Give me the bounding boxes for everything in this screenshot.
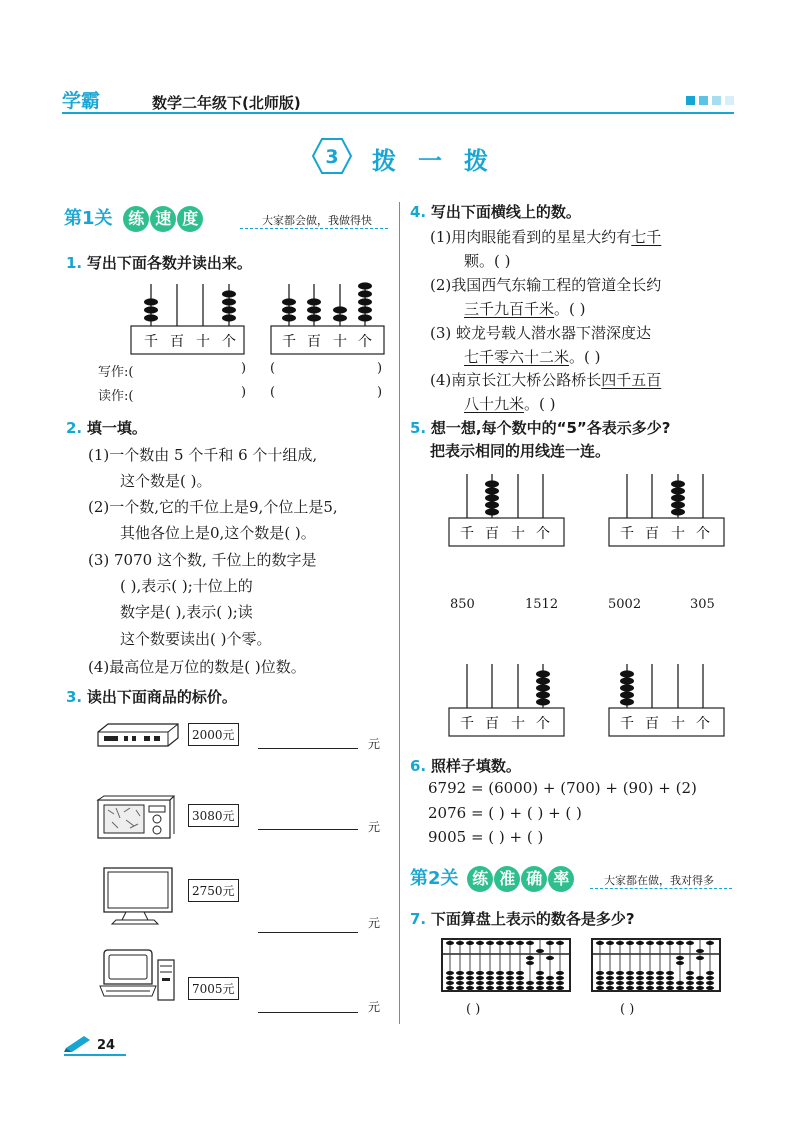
unit-yuan: 元	[368, 820, 381, 834]
section2-slogan: 大家都在做，我对得多	[604, 874, 714, 887]
q2-line: 数字是( ),表示( );读	[120, 603, 253, 621]
q2-line: (4)最高位是万位的数是( )位数。	[88, 658, 306, 676]
abacus-q5-d	[607, 662, 731, 740]
q5-number: 1512	[525, 597, 559, 612]
header-square-icon	[725, 96, 734, 105]
pencil-icon	[64, 1034, 92, 1052]
slogan-underline	[590, 888, 732, 889]
q2-line: 其他各位上是0,这个数是( )。	[120, 524, 316, 542]
section1-badge-char: 速	[150, 206, 176, 232]
monitor-icon	[96, 864, 178, 926]
book-title: 数学二年级下(北师版)	[152, 94, 301, 112]
q4-line: (3) 蛟龙号载人潜水器下潜深度达	[430, 324, 652, 342]
q2-line: (1)一个数由 5 个千和 6 个十组成,	[88, 446, 318, 464]
q1-paren: (	[270, 361, 276, 376]
q4-line: 八十九米。( )	[464, 395, 556, 413]
lesson-number-badge	[312, 138, 352, 174]
slogan-underline	[240, 228, 388, 229]
section2-badge-char: 准	[494, 866, 520, 892]
section2-badge-char: 率	[548, 866, 574, 892]
q1-paren: )	[377, 385, 383, 400]
place-label: 十	[196, 334, 210, 350]
place-label: 十	[511, 716, 525, 732]
header-rule	[62, 112, 734, 114]
q5-subheading: 把表示相同的用线连一连。	[430, 442, 611, 460]
place-label: 千	[144, 334, 158, 350]
place-label: 百	[307, 334, 321, 350]
q1-paren: )	[377, 361, 383, 376]
suanpan-left	[440, 937, 572, 993]
q4-line: 七千零六十二米。( )	[464, 348, 601, 366]
q7-answer: ( )	[466, 1002, 481, 1017]
section2-header	[410, 864, 575, 892]
page-number: 24	[97, 1038, 116, 1053]
abacus-q5-a	[447, 472, 571, 550]
q2-line: (3) 7070 这个数, 千位上的数字是	[88, 551, 317, 569]
section1-badge-char: 度	[177, 206, 203, 232]
place-label: 百	[170, 334, 184, 350]
place-label: 千	[282, 334, 296, 350]
abacus-q5-c	[447, 662, 571, 740]
q6-heading: 6. 照样子填数。	[410, 757, 521, 775]
abacus-left	[128, 280, 248, 358]
q6-line: 6792 = (6000) + (700) + (90) + (2)	[428, 779, 697, 797]
suanpan-right	[590, 937, 722, 993]
section2-title: 第2关	[410, 868, 459, 889]
section1-badge-char: 练	[123, 206, 149, 232]
place-label: 十	[333, 334, 347, 350]
unit-yuan: 元	[368, 916, 381, 930]
q1-heading: 1. 写出下面各数并读出来。	[66, 254, 252, 272]
price-tag: 3080元	[188, 804, 239, 827]
section2-badge-char: 练	[467, 866, 493, 892]
lesson-title: 拨一拨	[372, 147, 510, 175]
q2-line: 这个数要读出( )个零。	[120, 630, 272, 648]
place-label: 个	[696, 716, 710, 732]
place-label: 十	[671, 526, 685, 542]
q6-line: 2076 = ( ) + ( ) + ( )	[428, 804, 582, 822]
answer-blank	[258, 932, 358, 933]
logo: 学霸	[62, 90, 101, 112]
lesson-number: 3	[325, 146, 339, 168]
price-tag: 7005元	[188, 977, 239, 1000]
q4-line: 三千九百千米。( )	[464, 300, 586, 318]
q4-line: (4)南京长江大桥公路桥长四千五百	[430, 371, 662, 389]
q5-number: 5002	[608, 597, 642, 612]
section1-title: 第1关	[64, 208, 113, 229]
unit-yuan: 元	[368, 1000, 381, 1014]
answer-blank	[258, 748, 358, 749]
section2-badge-char: 确	[521, 866, 547, 892]
unit-yuan: 元	[368, 737, 381, 751]
q1-paren: )	[241, 361, 247, 376]
abacus-q5-b	[607, 472, 731, 550]
q7-heading: 7. 下面算盘上表示的数各是多少?	[410, 910, 635, 928]
q7-answer: ( )	[620, 1002, 635, 1017]
q2-line: (2)一个数,它的千位上是9,个位上是5,	[88, 498, 338, 516]
q2-line: ( ),表示( );十位上的	[120, 577, 253, 595]
place-label: 百	[645, 526, 659, 542]
q1-read-label: 读作:(	[98, 389, 134, 404]
place-label: 个	[358, 334, 372, 350]
dvd-player-icon	[94, 720, 182, 750]
place-label: 个	[536, 716, 550, 732]
q2-heading: 2. 填一填。	[66, 419, 147, 437]
q3-heading: 3. 读出下面商品的标价。	[66, 688, 237, 706]
q5-heading: 5. 想一想,每个数中的“5”各表示多少?	[410, 419, 671, 437]
answer-blank	[258, 1012, 358, 1013]
column-divider	[399, 202, 400, 1024]
place-label: 百	[645, 716, 659, 732]
section1-slogan: 大家都会做，我做得快	[262, 214, 372, 227]
footer-rule	[64, 1054, 126, 1056]
q6-line: 9005 = ( ) + ( )	[428, 828, 544, 846]
place-label: 千	[620, 716, 634, 732]
answer-blank	[258, 829, 358, 830]
q5-number: 850	[450, 597, 475, 612]
q4-heading: 4. 写出下面横线上的数。	[410, 203, 581, 221]
q2-line: 这个数是( )。	[120, 472, 212, 490]
header-square-icon	[686, 96, 695, 105]
header-square-icon	[712, 96, 721, 105]
place-label: 个	[536, 526, 550, 542]
place-label: 千	[620, 526, 634, 542]
header-square-icon	[699, 96, 708, 105]
q1-paren: (	[270, 385, 276, 400]
q4-line: 颗。( )	[464, 252, 511, 270]
place-label: 百	[485, 526, 499, 542]
microwave-icon	[94, 794, 176, 844]
price-tag: 2750元	[188, 879, 239, 902]
place-label: 千	[460, 526, 474, 542]
place-label: 个	[696, 526, 710, 542]
price-tag: 2000元	[188, 723, 239, 746]
q4-line: (2)我国西气东输工程的管道全长约	[430, 276, 662, 294]
abacus-right	[268, 280, 388, 358]
q4-line: (1)用肉眼能看到的星星大约有七千	[430, 228, 662, 246]
place-label: 千	[460, 716, 474, 732]
place-label: 十	[671, 716, 685, 732]
desktop-computer-icon	[96, 946, 182, 1004]
q1-paren: )	[241, 385, 247, 400]
place-label: 个	[222, 334, 236, 350]
section1-header	[64, 204, 204, 232]
q5-number: 305	[690, 597, 715, 612]
place-label: 十	[511, 526, 525, 542]
q1-write-label: 写作:(	[98, 365, 134, 380]
place-label: 百	[485, 716, 499, 732]
